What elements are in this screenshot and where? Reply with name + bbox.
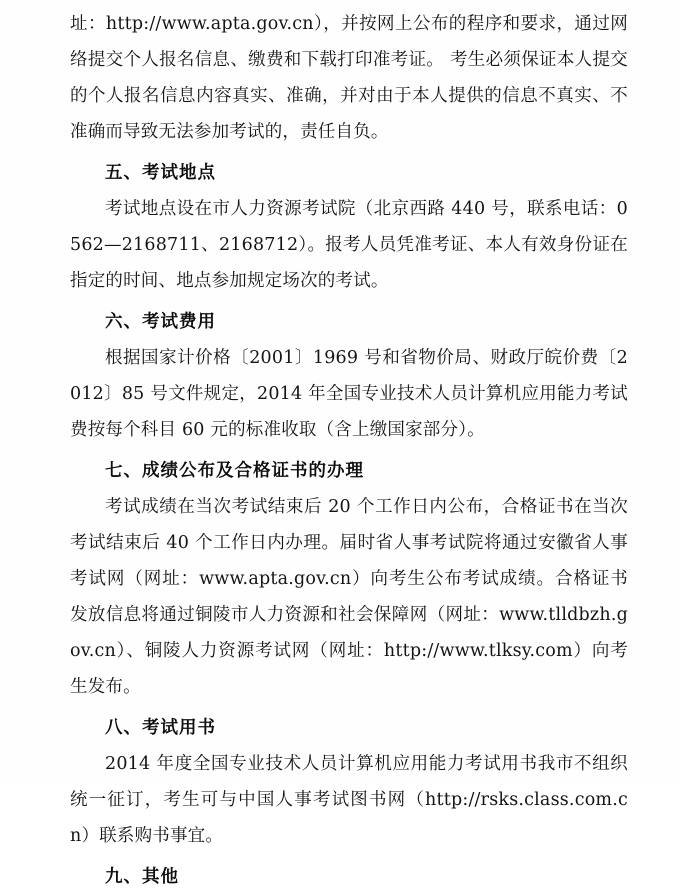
heading-other: 九、其他	[105, 867, 179, 887]
heading-exam-fee: 六、考试费用	[105, 312, 216, 332]
heading-exam-location: 五、考试地点	[105, 163, 216, 183]
paragraph-exam-location: 考试地点设在市人力资源考试院（北京西路 440 号，联系电话：0562—2168711、2168712）。报考人员凭准考证、本人有效身份证在指定的时间、地点参加规定场次的考试。	[70, 199, 628, 291]
paragraph-exam-books: 2014 年度全国专业技术人员计算机应用能力考试用书我市不组织统一征订，考生可与中国人事考试图书网（http://rsks.class.com.cn）联系购书事宜。	[70, 754, 628, 846]
heading-results-and-certificate: 七、成绩公布及合格证书的办理	[105, 461, 364, 481]
heading-exam-books: 八、考试用书	[105, 718, 216, 738]
paragraph-exam-fee: 根据国家计价格〔2001〕1969 号和省物价局、财政厅皖价费〔2012〕85 号文件规定，2014 年全国专业技术人员计算机应用能力考试费按每个科目 60 元的标准收取（含上缴国家部分）。	[70, 348, 628, 440]
paragraph-registration-intro: 址：http://www.apta.gov.cn），并按网上公布的程序和要求，通过网络提交个人报名信息、缴费和下载打印准考证。 考生必须保证本人提交的个人报名信息内容真实、准确，并对由于本人提供的信息不真实、不准确而导致无法参加考试的，责任自负。	[70, 14, 628, 142]
paragraph-results-and-certificate: 考试成绩在当次考试结束后 20 个工作日内公布，合格证书在当次考试结束后 40 个工作日内办理。届时省人事考试院将通过安徽省人事考试网（网址：www.apta.gov.cn）向考生公布考试成绩。合格证书发放信息将通过铜陵市人力资源和社会保障网（网址：www.tlldbzh.gov.cn）、铜陵人力资源考试网（网址：http://www.tlksy.com）向考生发布。	[70, 497, 628, 697]
